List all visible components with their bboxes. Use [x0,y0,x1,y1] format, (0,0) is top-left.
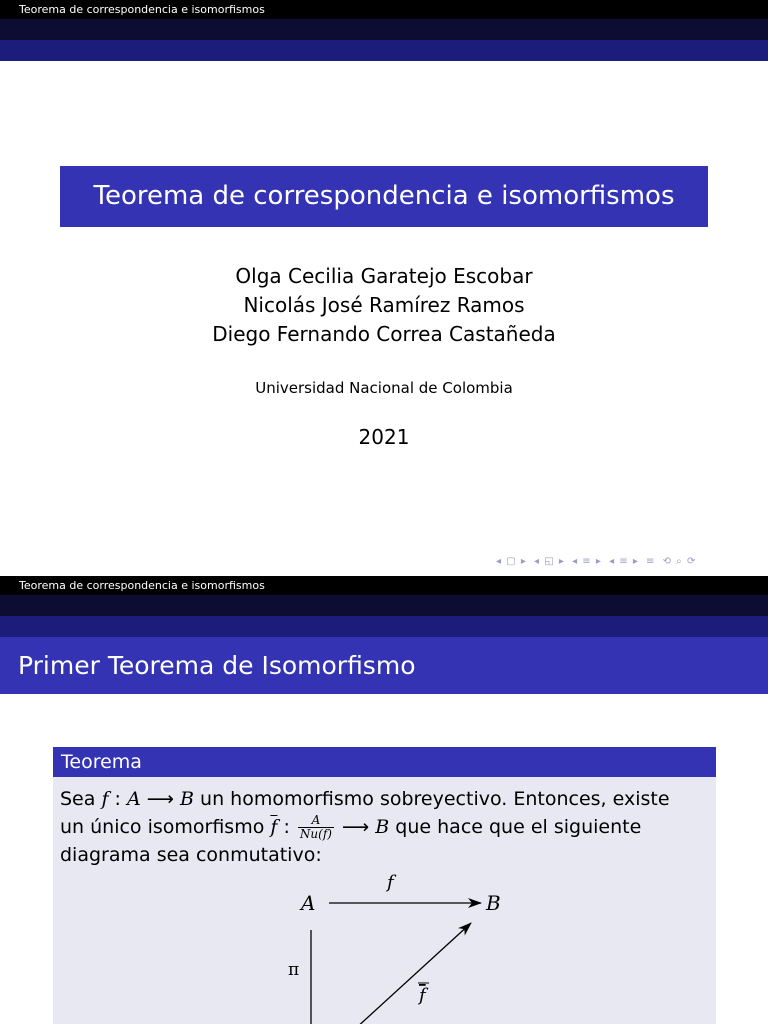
fraction-numerator: A [298,814,334,828]
nav-section-icon[interactable]: ◂ ≡ ▸ [572,556,602,567]
author-list [0,262,768,349]
theorem-block-title: Teorema [53,747,716,777]
label-fbar: f [419,985,426,1006]
frame-title: Primer Teorema de Isomorfismo [0,637,768,694]
math-B: B [180,788,194,810]
math-fbar: $\overline{f}$ [270,816,278,838]
text-run: un único isomorfismo [60,816,271,838]
nav-frame-icon[interactable]: ◂ ◱ ▸ [534,556,565,567]
header-presentation-title: Teorema de correspondencia e isomorfismos [0,0,768,19]
label-f: f [387,872,394,893]
theorem-slide [0,576,768,1024]
header-band-dark [0,19,768,40]
math-colon: : [277,816,296,838]
presentation-date: 2021 [358,425,410,449]
text-run: que hace que el siguiente [389,816,642,838]
math-f: f [101,788,109,810]
nav-separator-icon: ≡ [646,556,656,567]
fraction-denominator: Nu(f) [299,827,332,841]
beamer-navigation-bar [496,556,699,570]
math-B: B [375,816,390,838]
math-arrow: ⟶ [335,816,376,838]
text-run: Sea [60,788,102,810]
header-presentation-title: Teorema de correspondencia e isomorfismos [0,576,768,595]
author-name: Diego Fernando Correa Castañeda [212,322,556,346]
arrow-fbar [355,923,471,1024]
presentation-title: Teorema de correspondencia e isomorfismos [60,166,708,227]
header-band-dark [0,595,768,616]
math-arrow: ⟶ [140,788,181,810]
nav-search-icon[interactable]: ⟲ ⌕ ⟳ [662,556,697,567]
diagram-node-B: B [486,891,501,915]
theorem-line: diagrama sea conmutativo: [60,844,322,866]
commutative-diagram [53,777,716,1024]
theorem-block-body [53,777,716,1024]
math-A: A [126,788,141,810]
institution: Universidad Nacional de Colombia [255,379,513,397]
author-name: Olga Cecilia Garatejo Escobar [235,264,533,288]
diagram-node-A: A [301,891,316,915]
header-band-blue [0,616,768,637]
header-band-blue [0,40,768,61]
text-run: un homomorfismo sobreyectivo. Entonces, existe [194,788,670,810]
nav-subsection-icon[interactable]: ◂ ≡ ▸ [609,556,639,567]
author-name: Nicolás José Ramírez Ramos [243,293,525,317]
label-pi: π [288,960,300,980]
math-colon: : [108,788,127,810]
nav-slide-icon[interactable]: ◂ ▢ ▸ [496,556,527,567]
